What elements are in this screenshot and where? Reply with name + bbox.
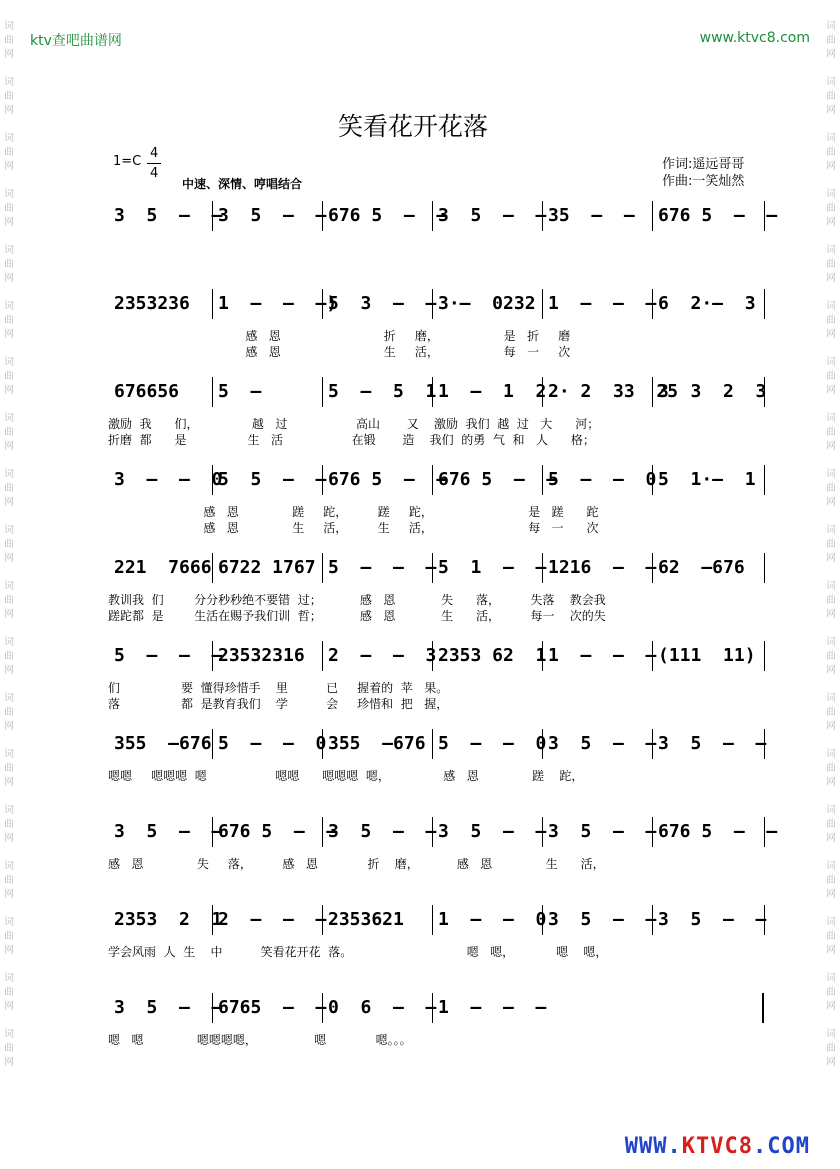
measure: 676 5 – – bbox=[218, 821, 338, 842]
time-signature-numerator: 4 bbox=[150, 146, 159, 161]
bar-line bbox=[764, 465, 765, 495]
measure: 3 5 – – bbox=[438, 821, 547, 842]
measure: 676 5 – – bbox=[328, 469, 448, 490]
measure: 1 – – –) bbox=[218, 293, 338, 314]
lyric-line: 落 都 是教育我们 学 会 珍惜和 把 握， bbox=[108, 697, 449, 711]
measure: 3 3 2 3 bbox=[658, 381, 767, 402]
measure: 5 – – – bbox=[328, 557, 437, 578]
bar-line bbox=[322, 641, 323, 671]
measure: 2· 2 33 25 bbox=[548, 381, 679, 402]
measure: 3 5 – – bbox=[114, 997, 223, 1018]
notation-line bbox=[108, 729, 767, 759]
side-watermark-left: 词 曲 网 词 曲 网 词 曲 网 词 曲 网 词 曲 网 词 曲 网 词 曲 网 词 曲 网 词 曲 网 词 曲 网 词 曲 网 词 曲 网 词 曲 网 词 曲 网 词 曲 网 词 曲 网 词 曲 网 词 曲 网 词 曲 网 bbox=[4, 21, 14, 1068]
lyric-line: 嗯嗯 嗯嗯嗯 嗯 嗯嗯 嗯嗯嗯 嗯， 感 恩 蹉 跎， bbox=[108, 769, 584, 783]
measure: 3 5 – – bbox=[328, 821, 437, 842]
bar-line bbox=[542, 289, 543, 319]
lyric-line: 激励 我 们， 越 过 高山 又 激励 我们 越 过 大 河； bbox=[108, 417, 600, 431]
notation-line bbox=[108, 641, 764, 671]
measure: 2353 2 1 bbox=[114, 909, 223, 930]
bar-line bbox=[432, 905, 433, 935]
lyric-line: 学会风雨 人 生 中 笑看花开花 落。 嗯 嗯， 嗯 嗯， bbox=[108, 945, 608, 959]
lyric-line: 教训我 们 分分秒秒绝不要错 过； 感 恩 失 落， 失落 教会我 bbox=[108, 593, 606, 607]
measure: 6765 – – bbox=[218, 997, 327, 1018]
bar-line bbox=[652, 201, 653, 231]
notation-line bbox=[108, 201, 778, 231]
measure: 6 2·– 3 bbox=[658, 293, 756, 314]
measure: 3 5 – – bbox=[114, 821, 223, 842]
measure: 0 6 – – bbox=[328, 997, 437, 1018]
lyric-line: 蹉跎都 是 生活在赐予我们训 哲； 感 恩 生 活， 每一 次的失 bbox=[108, 609, 606, 623]
measure: 355 –676 bbox=[114, 733, 212, 754]
measure: 676656 bbox=[114, 381, 180, 402]
measure: 3 5 – – bbox=[548, 909, 657, 930]
notation-line bbox=[108, 553, 764, 583]
time-signature-divider bbox=[147, 163, 161, 164]
lyric-line: 嗯 嗯 嗯嗯嗯嗯， 嗯 嗯。。。 bbox=[108, 1033, 412, 1047]
notation-line bbox=[108, 465, 764, 495]
bar-line bbox=[212, 729, 213, 759]
lyric-line: 感 恩 生 活， 每 一 次 bbox=[108, 345, 571, 359]
measure: 1 – – – bbox=[548, 645, 657, 666]
notation-line bbox=[108, 905, 767, 935]
side-watermark-right: 词 曲 网 词 曲 网 词 曲 网 词 曲 网 词 曲 网 词 曲 网 词 曲 网 词 曲 网 词 曲 网 词 曲 网 词 曲 网 词 曲 网 词 曲 网 词 曲 网 词 曲 网 词 曲 网 词 曲 网 词 曲 网 词 曲 网 bbox=[826, 21, 836, 1068]
measure: 3 5 – – bbox=[658, 733, 767, 754]
bar-line bbox=[432, 729, 433, 759]
bar-line bbox=[764, 289, 765, 319]
bar-line bbox=[764, 641, 765, 671]
measure: 676 5 – – bbox=[328, 205, 448, 226]
measure: 3 5 – – bbox=[114, 205, 223, 226]
lyric-line: 们 要 懂得珍惜手 里 已 握着的 苹 果。 bbox=[108, 681, 449, 695]
lyric-line: 感 恩 蹉 跎， 蹉 跎， 是 蹉 跎 bbox=[108, 505, 599, 519]
notation-line bbox=[108, 289, 764, 319]
measure: 5 1·– 1 bbox=[658, 469, 756, 490]
measure: (111 11) bbox=[658, 645, 756, 666]
measure: 676 5 – – bbox=[658, 205, 778, 226]
measure: 5 – bbox=[218, 381, 262, 402]
measure: 5 – – 0 bbox=[438, 733, 547, 754]
measure: 2353621 bbox=[328, 909, 404, 930]
measure: 23532316 bbox=[218, 645, 305, 666]
time-signature-denominator: 4 bbox=[150, 166, 159, 181]
lyric-line: 感 恩 失 落， 感 恩 折 磨， 感 恩 生 活， bbox=[108, 857, 605, 871]
measure: 1 – – 0 bbox=[438, 909, 547, 930]
measure: 1 – 1 2 bbox=[438, 381, 547, 402]
measure: 6722 1767 bbox=[218, 557, 316, 578]
watermark-brand: KTVC8 bbox=[681, 1134, 754, 1159]
measure: 3·– 0232 bbox=[438, 293, 536, 314]
bar-line bbox=[322, 553, 323, 583]
lyric-line: 感 恩 折 磨， 是 折 磨 bbox=[108, 329, 571, 343]
measure: 5 – – 0 bbox=[218, 733, 327, 754]
tempo-marking: 中速、深情、哼唱结合 bbox=[182, 177, 303, 191]
measure: 3 5 – – bbox=[548, 821, 657, 842]
measure: 221 7666 bbox=[114, 557, 212, 578]
watermark-prefix: WWW. bbox=[624, 1134, 682, 1159]
bar-line bbox=[762, 993, 764, 1023]
footer-watermark bbox=[625, 1134, 810, 1159]
measure: 3 5 – – bbox=[548, 733, 657, 754]
measure: 355 –676 bbox=[328, 733, 426, 754]
measure: 1216 – – bbox=[548, 557, 657, 578]
notation-line bbox=[108, 377, 767, 407]
notation-line bbox=[108, 993, 764, 1023]
measure: 2 – – 3 bbox=[328, 645, 437, 666]
notation-line bbox=[108, 817, 778, 847]
song-title: 笑看花开花落 bbox=[338, 112, 489, 141]
bar-line bbox=[212, 289, 213, 319]
measure: 62 –676 bbox=[658, 557, 745, 578]
measure: 3 – – 0 bbox=[114, 469, 223, 490]
measure: 1 – – – bbox=[548, 293, 657, 314]
measure: 5 5 – – bbox=[218, 469, 327, 490]
measure: 2353236 bbox=[114, 293, 190, 314]
measure: 676 5 – – bbox=[658, 821, 778, 842]
watermark-suffix: .COM bbox=[753, 1134, 810, 1159]
measure: 3 5 – – bbox=[218, 205, 327, 226]
site-name-left: ktv查吧曲谱网 bbox=[30, 33, 122, 49]
measure: 3 5 – – bbox=[438, 205, 547, 226]
composer-credit: 作曲:一笑灿然 bbox=[662, 174, 745, 189]
measure: 2 – – – bbox=[218, 909, 327, 930]
measure: 5 – – 0 bbox=[548, 469, 657, 490]
measure: 5 – 5 1 bbox=[328, 381, 437, 402]
measure: 5 3 – – bbox=[328, 293, 437, 314]
key-signature: 1=C bbox=[113, 154, 142, 169]
bar-line bbox=[322, 377, 323, 407]
measure: 676 5 – – bbox=[438, 469, 558, 490]
measure: 5 1 – – bbox=[438, 557, 547, 578]
lyric-line: 折磨 都 是 生 活 在锻 造 我们 的勇 气 和 人 格； bbox=[108, 433, 595, 447]
measure: 5 – – – bbox=[114, 645, 223, 666]
measure: 1 – – – bbox=[438, 997, 547, 1018]
measure: 3 5 – – bbox=[658, 909, 767, 930]
site-url-right: www.ktvc8.com bbox=[699, 30, 810, 46]
bar-line bbox=[212, 553, 213, 583]
bar-line bbox=[764, 553, 765, 583]
lyric-line: 感 恩 生 活， 生 活， 每 一 次 bbox=[108, 521, 599, 535]
bar-line bbox=[212, 377, 213, 407]
measure: 2353 62 1 bbox=[438, 645, 547, 666]
lyricist-credit: 作词:遥远哥哥 bbox=[662, 157, 745, 172]
measure: 35 – – bbox=[548, 205, 635, 226]
